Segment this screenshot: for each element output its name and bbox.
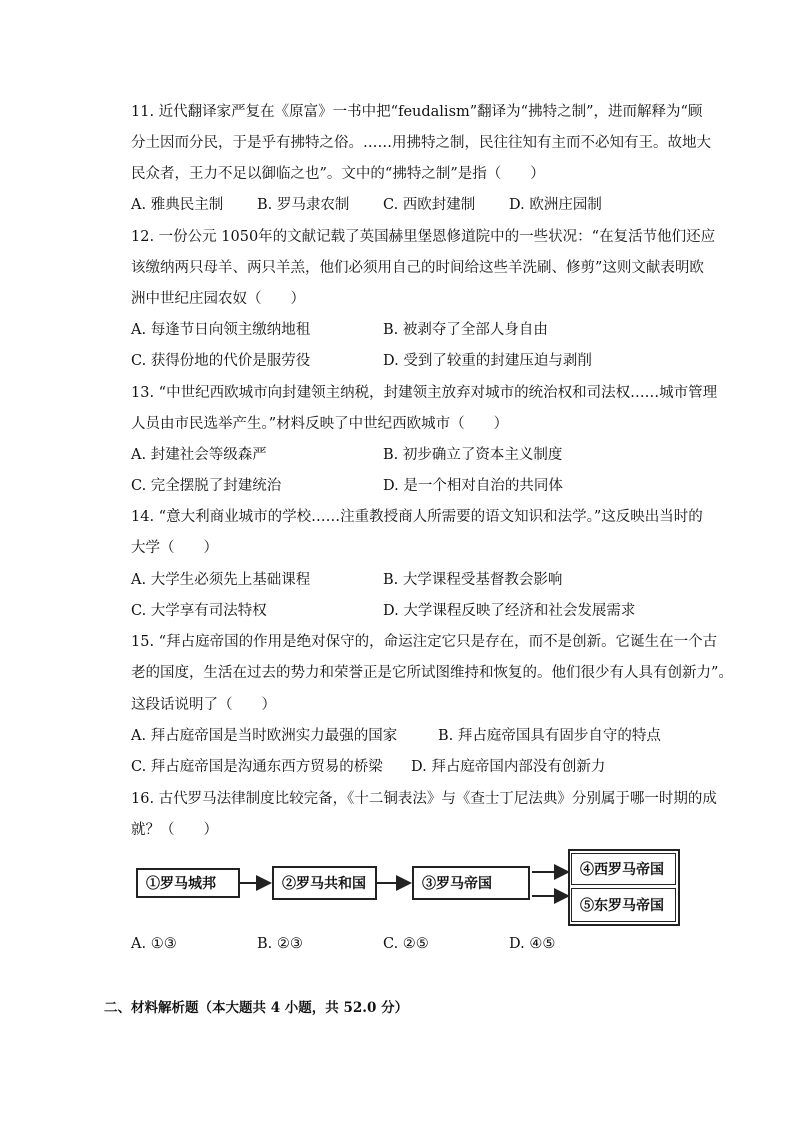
q15-option-d: D. 拜占庭帝国内部没有创新力 bbox=[411, 759, 606, 775]
q11-option-d: D. 欧洲庄园制 bbox=[509, 197, 602, 213]
q14-option-c: C. 大学享有司法特权 bbox=[131, 603, 267, 619]
q12-line-3: 洲中世纪庄园农奴（ ） bbox=[131, 291, 305, 307]
q14-option-d: D. 大学课程反映了经济和社会发展需求 bbox=[383, 603, 636, 619]
q15-line-3: 这段话说明了（ ） bbox=[131, 697, 276, 713]
q12-line-2: 该缴纳两只母羊、两只羊羔，他们必须用自己的时间给这些羊洗刷、修剪”这则文献表明欧 bbox=[131, 260, 704, 276]
q16-option-c: C. ②⑤ bbox=[383, 936, 429, 952]
q15-option-b: B. 拜占庭帝国具有固步自守的特点 bbox=[438, 728, 661, 744]
q12-option-b: B. 被剥夺了全部人身自由 bbox=[383, 322, 548, 338]
q16-option-d: D. ④⑤ bbox=[509, 936, 556, 952]
q14-line-2: 大学（ ） bbox=[131, 540, 218, 556]
q16-line-2: 就？（ ） bbox=[131, 822, 218, 838]
q12-option-c: C. 获得份地的代价是服劳役 bbox=[131, 353, 311, 369]
section-title: 二、材料解析题（本大题共 4 小题，共 52.0 分） bbox=[104, 1000, 409, 1016]
diagram-box-roman-city-state: ①罗马城邦 bbox=[136, 868, 240, 898]
q15-line-2: 老的国度，生活在过去的势力和荣誉正是它所试图维持和恢复的。他们很少有人具有创新力”。 bbox=[131, 665, 733, 681]
q12-option-d: D. 受到了较重的封建压迫与剥削 bbox=[383, 353, 592, 369]
q13-line-1: 13. “中世纪西欧城市向封建领主纳税，封建领主放弃对城市的统治权和司法权……城市管理 bbox=[131, 385, 718, 401]
q11-option-c: C. 西欧封建制 bbox=[383, 197, 476, 213]
q11-line-3: 民众者，王力不足以御临之也”。文中的“拂特之制”是指（ ） bbox=[131, 166, 545, 182]
q13-option-d: D. 是一个相对自治的共同体 bbox=[383, 478, 563, 494]
q13-option-a: A. 封建社会等级森严 bbox=[131, 447, 267, 463]
q14-option-b: B. 大学课程受基督教会影响 bbox=[383, 572, 563, 588]
diagram-box-roman-republic: ②罗马共和国 bbox=[272, 866, 377, 900]
q11-line-2: 分土因而分民，于是乎有拂特之俗。……用拂特之制，民往往知有主而不必知有王。故地大 bbox=[131, 135, 711, 151]
q12-option-a: A. 每逢节日向领主缴纳地租 bbox=[131, 322, 311, 338]
q14-line-1: 14. “意大利商业城市的学校……注重教授商人所需要的语文知识和法学。”这反映出当时的 bbox=[131, 509, 703, 525]
q12-line-1: 12. 一份公元 1050年的文献记载了英国赫里堡恩修道院中的一些状况：“在复活节他们还应 bbox=[131, 229, 716, 245]
q15-option-c: C. 拜占庭帝国是沟通东西方贸易的桥梁 bbox=[131, 759, 383, 775]
q16-option-b: B. ②③ bbox=[257, 936, 303, 952]
q13-option-c: C. 完全摆脱了封建统治 bbox=[131, 478, 282, 494]
q11-option-a: A. 雅典民主制 bbox=[131, 197, 224, 213]
diagram-box-western-roman-empire: ④西罗马帝国 bbox=[571, 853, 676, 885]
diagram-box-eastern-roman-empire: ⑤东罗马帝国 bbox=[571, 888, 676, 922]
q15-option-a: A. 拜占庭帝国是当时欧洲实力最强的国家 bbox=[131, 728, 398, 744]
diagram-box-roman-empire: ③罗马帝国 bbox=[412, 866, 530, 900]
q16-option-a: A. ①③ bbox=[131, 936, 177, 952]
q13-line-2: 人员由市民选举产生。”材料反映了中世纪西欧城市（ ） bbox=[131, 416, 509, 432]
q11-line-1: 11. 近代翻译家严复在《原富》一书中把“feudalism”翻译为“拂特之制”，进而解释为“顾 bbox=[131, 104, 703, 120]
q13-option-b: B. 初步确立了资本主义制度 bbox=[383, 447, 563, 463]
q11-option-b: B. 罗马隶农制 bbox=[257, 197, 350, 213]
q14-option-a: A. 大学生必须先上基础课程 bbox=[131, 572, 311, 588]
q15-line-1: 15. “拜占庭帝国的作用是绝对保守的，命运注定它只是存在，而不是创新。它诞生在一个古 bbox=[131, 634, 718, 650]
q16-line-1: 16. 古代罗马法律制度比较完备，《十二铜表法》与《查士丁尼法典》分别属于哪一时期的成 bbox=[131, 791, 717, 807]
